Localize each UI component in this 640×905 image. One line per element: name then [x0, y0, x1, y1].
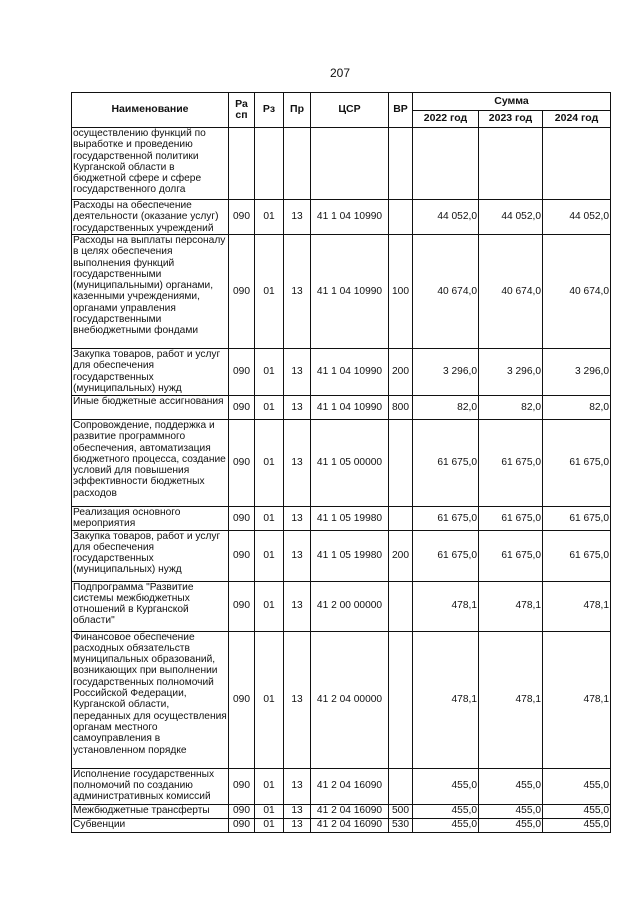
row-2022-cell: 82,0: [413, 396, 479, 420]
row-csr-cell: 41 1 04 10990: [311, 396, 389, 420]
row-name-cell: Межбюджетные трансферты: [72, 804, 229, 818]
row-csr-cell: [311, 128, 389, 200]
row-vr-cell: [389, 200, 413, 235]
row-rz-cell: 01: [255, 235, 284, 349]
row-2024-cell: 455,0: [543, 818, 611, 832]
row-csr-cell: 41 2 04 16090: [311, 804, 389, 818]
row-2023-cell: 40 674,0: [479, 235, 543, 349]
row-vr-cell: 200: [389, 530, 413, 581]
row-rasp-cell: 090: [229, 631, 255, 768]
row-csr-cell: 41 1 04 10990: [311, 235, 389, 349]
row-pr-cell: 13: [284, 804, 311, 818]
row-rasp-cell: 090: [229, 235, 255, 349]
row-name-cell: Реализация основного мероприятия: [72, 507, 229, 531]
row-rasp-cell: 090: [229, 200, 255, 235]
row-rasp-cell: 090: [229, 420, 255, 507]
row-2022-cell: 61 675,0: [413, 420, 479, 507]
row-2022-cell: 40 674,0: [413, 235, 479, 349]
row-vr-cell: 200: [389, 349, 413, 396]
row-name-cell: Субвенции: [72, 818, 229, 832]
row-csr-cell: 41 2 04 16090: [311, 818, 389, 832]
row-rz-cell: 01: [255, 804, 284, 818]
row-vr-cell: 530: [389, 818, 413, 832]
header-2023: 2023 год: [479, 111, 543, 128]
row-rasp-cell: [229, 128, 255, 200]
row-2024-cell: 61 675,0: [543, 530, 611, 581]
row-2024-cell: 3 296,0: [543, 349, 611, 396]
row-csr-cell: 41 2 00 00000: [311, 581, 389, 631]
row-name-cell: Иные бюджетные ассигнования: [72, 396, 229, 420]
table-row: [72, 631, 611, 768]
row-2024-cell: 44 052,0: [543, 200, 611, 235]
row-csr-cell: 41 1 04 10990: [311, 349, 389, 396]
row-2022-cell: 455,0: [413, 804, 479, 818]
row-rz-cell: [255, 128, 284, 200]
row-rasp-cell: 090: [229, 349, 255, 396]
row-rz-cell: 01: [255, 420, 284, 507]
row-rz-cell: 01: [255, 768, 284, 804]
row-name-cell: Закупка товаров, работ и услуг для обеспечения государственных (муниципальных) нужд: [72, 349, 229, 396]
row-2023-cell: 478,1: [479, 631, 543, 768]
row-name-cell: Закупка товаров, работ и услуг для обеспечения государственных (муниципальных) нужд: [72, 530, 229, 581]
row-vr-cell: [389, 631, 413, 768]
header-rasp: Ра сп: [229, 93, 255, 128]
header-csr: ЦСР: [311, 93, 389, 128]
row-2023-cell: 3 296,0: [479, 349, 543, 396]
row-2023-cell: 82,0: [479, 396, 543, 420]
row-rz-cell: 01: [255, 200, 284, 235]
row-pr-cell: 13: [284, 631, 311, 768]
row-csr-cell: 41 1 05 19980: [311, 507, 389, 531]
row-csr-cell: 41 2 04 16090: [311, 768, 389, 804]
row-2024-cell: 61 675,0: [543, 420, 611, 507]
row-rasp-cell: 090: [229, 581, 255, 631]
table-row: [72, 530, 611, 581]
row-csr-cell: 41 1 05 00000: [311, 420, 389, 507]
row-rasp-cell: 090: [229, 818, 255, 832]
row-vr-cell: [389, 581, 413, 631]
row-vr-cell: [389, 420, 413, 507]
header-pr: Пр: [284, 93, 311, 128]
row-2024-cell: 478,1: [543, 631, 611, 768]
header-rz: Рз: [255, 93, 284, 128]
table-row: [72, 804, 611, 818]
row-vr-cell: [389, 768, 413, 804]
row-rasp-cell: 090: [229, 396, 255, 420]
page-number: 207: [329, 66, 351, 80]
row-2022-cell: [413, 128, 479, 200]
row-rz-cell: 01: [255, 530, 284, 581]
row-pr-cell: 13: [284, 420, 311, 507]
row-name-cell: Исполнение государственных полномочий по созданию административных комиссий: [72, 768, 229, 804]
row-2024-cell: 455,0: [543, 804, 611, 818]
budget-table: [71, 92, 611, 833]
row-pr-cell: [284, 128, 311, 200]
row-2022-cell: 61 675,0: [413, 507, 479, 531]
row-rz-cell: 01: [255, 396, 284, 420]
row-name-cell: Финансовое обеспечение расходных обязательств муниципальных образований, возникающих при выполнении государственных полномочий Российской Федерации, Курганской области, переданных для осуществления органам местного самоуправления в установленном порядке: [72, 631, 229, 768]
row-pr-cell: 13: [284, 818, 311, 832]
row-2022-cell: 478,1: [413, 581, 479, 631]
row-2024-cell: [543, 128, 611, 200]
header-sum: Сумма: [413, 93, 611, 111]
row-pr-cell: 13: [284, 768, 311, 804]
table-row: [72, 768, 611, 804]
header-name: Наименование: [72, 93, 229, 128]
row-2024-cell: 61 675,0: [543, 507, 611, 531]
row-2023-cell: 44 052,0: [479, 200, 543, 235]
row-pr-cell: 13: [284, 507, 311, 531]
row-2022-cell: 61 675,0: [413, 530, 479, 581]
header-2022: 2022 год: [413, 111, 479, 128]
row-name-cell: осуществлению функций по выработке и проведению государственной политики Курганской области в бюджетной сфере и сфере государственного долга: [72, 128, 229, 200]
row-rasp-cell: 090: [229, 507, 255, 531]
row-csr-cell: 41 2 04 00000: [311, 631, 389, 768]
table-row: [72, 420, 611, 507]
row-pr-cell: 13: [284, 581, 311, 631]
table-row: [72, 507, 611, 531]
row-name-cell: Расходы на обеспечение деятельности (оказание услуг) государственных учреждений: [72, 200, 229, 235]
row-2024-cell: 455,0: [543, 768, 611, 804]
row-2022-cell: 44 052,0: [413, 200, 479, 235]
row-2024-cell: 40 674,0: [543, 235, 611, 349]
row-2022-cell: 455,0: [413, 768, 479, 804]
row-rz-cell: 01: [255, 631, 284, 768]
row-2024-cell: 82,0: [543, 396, 611, 420]
header-2024: 2024 год: [543, 111, 611, 128]
row-2023-cell: 455,0: [479, 818, 543, 832]
table-row: [72, 128, 611, 200]
row-name-cell: Расходы на выплаты персоналу в целях обеспечения выполнения функций государственными (муниципальными) органами, казенными учреждениями, органами управления государственными внебюджетными фондами: [72, 235, 229, 349]
table-row: [72, 235, 611, 349]
row-vr-cell: 500: [389, 804, 413, 818]
row-2022-cell: 455,0: [413, 818, 479, 832]
table-row: [72, 818, 611, 832]
row-2023-cell: 61 675,0: [479, 507, 543, 531]
row-rasp-cell: 090: [229, 768, 255, 804]
row-name-cell: Сопровождение, поддержка и развитие программного обеспечения, автоматизация бюджетного процесса, создание условий для повышения эффективности бюджетных расходов: [72, 420, 229, 507]
row-2023-cell: 61 675,0: [479, 530, 543, 581]
row-2023-cell: 455,0: [479, 768, 543, 804]
row-vr-cell: 100: [389, 235, 413, 349]
row-csr-cell: 41 1 04 10990: [311, 200, 389, 235]
header-row: [72, 93, 611, 111]
row-pr-cell: 13: [284, 200, 311, 235]
table-row: [72, 396, 611, 420]
row-2022-cell: 3 296,0: [413, 349, 479, 396]
table-row: [72, 349, 611, 396]
row-2023-cell: 61 675,0: [479, 420, 543, 507]
row-2023-cell: 478,1: [479, 581, 543, 631]
row-rasp-cell: 090: [229, 804, 255, 818]
row-2022-cell: 478,1: [413, 631, 479, 768]
row-rz-cell: 01: [255, 581, 284, 631]
header-vr: ВР: [389, 93, 413, 128]
row-vr-cell: [389, 507, 413, 531]
row-rz-cell: 01: [255, 349, 284, 396]
table-row: [72, 200, 611, 235]
row-pr-cell: 13: [284, 349, 311, 396]
row-rz-cell: 01: [255, 507, 284, 531]
row-csr-cell: 41 1 05 19980: [311, 530, 389, 581]
row-pr-cell: 13: [284, 396, 311, 420]
row-2023-cell: [479, 128, 543, 200]
row-rasp-cell: 090: [229, 530, 255, 581]
row-rz-cell: 01: [255, 818, 284, 832]
row-pr-cell: 13: [284, 235, 311, 349]
table-row: [72, 581, 611, 631]
row-pr-cell: 13: [284, 530, 311, 581]
row-2023-cell: 455,0: [479, 804, 543, 818]
row-2024-cell: 478,1: [543, 581, 611, 631]
row-vr-cell: 800: [389, 396, 413, 420]
row-name-cell: Подпрограмма "Развитие системы межбюджетных отношений в Курганской области": [72, 581, 229, 631]
row-vr-cell: [389, 128, 413, 200]
